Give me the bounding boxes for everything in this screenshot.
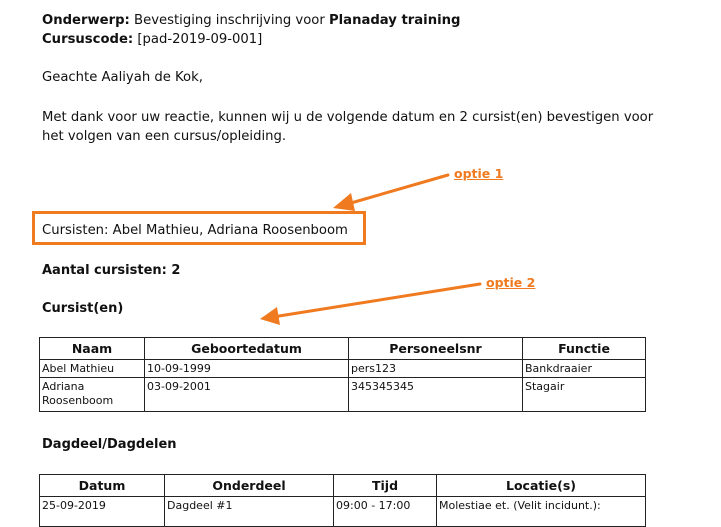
table-header-row [40, 338, 646, 360]
column-header: Onderdeel [165, 475, 334, 497]
callout-option-1: optie 1 [454, 166, 504, 181]
column-header: Tijd [334, 475, 437, 497]
table-header-row [40, 475, 646, 497]
subject-line [42, 12, 460, 30]
table-cell: 10-09-1999 [145, 360, 349, 378]
table-row [40, 360, 646, 378]
column-header: Personeelsnr [349, 338, 523, 360]
greeting: Geachte Aaliyah de Kok, [42, 70, 203, 85]
student-count: Aantal cursisten: 2 [42, 263, 181, 278]
arrow-option-2 [260, 284, 480, 325]
table-cell: Bankdraaier [523, 360, 646, 378]
table-cell: Stagair [523, 378, 646, 412]
column-header: Locatie(s) [437, 475, 646, 497]
students-table [39, 337, 646, 412]
column-header: Functie [523, 338, 646, 360]
callout-option-2: optie 2 [486, 275, 536, 290]
course-code-label: Cursuscode: [42, 32, 134, 47]
table-row [40, 378, 646, 412]
table-cell: pers123 [349, 360, 523, 378]
daypart-table [39, 474, 646, 527]
body-paragraph: Met dank voor uw reactie, kunnen wij u de volgende datum en 2 cursist(en) bevestigen voor het volgen van een cursus/opleiding. [42, 110, 654, 144]
course-code-line [42, 31, 262, 49]
students-inline-line: Cursisten: Abel Mathieu, Adriana Roosenboom [42, 223, 348, 238]
students-heading: Cursist(en) [42, 301, 124, 316]
table-cell: Molestiae et. (Velit incidunt.): [437, 497, 646, 527]
column-header: Geboortedatum [145, 338, 349, 360]
column-header: Datum [40, 475, 165, 497]
table-cell: Dagdeel #1 [165, 497, 334, 527]
table-cell: 03-09-2001 [145, 378, 349, 412]
table-cell: 09:00 - 17:00 [334, 497, 437, 527]
column-header: Naam [40, 338, 145, 360]
course-code-value: [pad-2019-09-001] [133, 32, 263, 47]
subject-label: Onderwerp: [42, 13, 130, 28]
daypart-heading: Dagdeel/Dagdelen [42, 437, 177, 452]
table-cell: Adriana Roosenboom [40, 378, 145, 412]
table-cell: 25-09-2019 [40, 497, 165, 527]
arrow-option-1 [333, 175, 448, 211]
table-row [40, 497, 646, 527]
subject-text: Bevestiging inschrijving voor [129, 13, 329, 28]
subject-training: Planaday training [328, 13, 461, 28]
table-cell: 345345345 [349, 378, 523, 412]
table-cell: Abel Mathieu [40, 360, 145, 378]
